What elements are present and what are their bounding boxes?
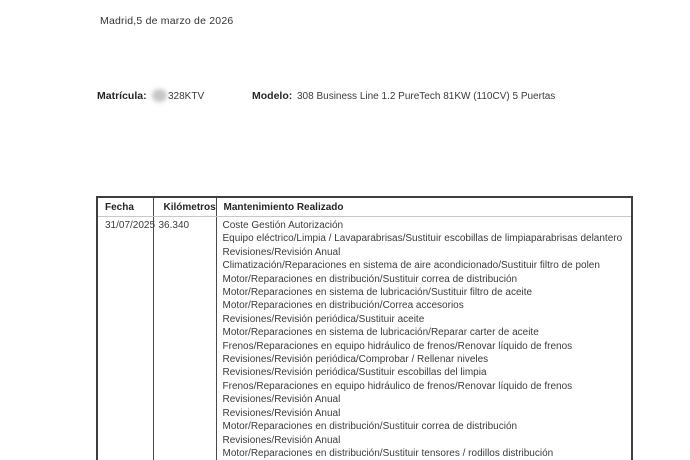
matricula-value: 328KTV <box>168 91 205 102</box>
maintenance-item: Revisiones/Revisión Anual <box>222 407 341 419</box>
maintenance-item: Revisiones/Revisión Anual <box>222 246 341 258</box>
table-row <box>97 217 632 460</box>
maintenance-item: Motor/Reparaciones en distribución/Sustituir correa de distribución <box>222 273 518 285</box>
maintenance-item: Revisiones/Revisión periódica/Comprobar / Rellenar niveles <box>222 354 489 366</box>
maintenance-item: Coste Gestión Autorización <box>222 220 344 231</box>
maintenance-item: Motor/Reparaciones en distribución/Correa accesorios <box>222 300 464 312</box>
column-header-kilometros: Kilómetros <box>153 197 216 217</box>
modelo-value: 308 Business Line 1.2 PureTech 81KW (110CV) 5 Puertas <box>297 91 556 102</box>
maintenance-item: Motor/Reparaciones en distribución/Sustituir tensores / rodillos distribución <box>222 447 554 459</box>
modelo-label: Modelo: <box>252 90 293 102</box>
maintenance-item-list <box>223 219 626 460</box>
maintenance-item: Revisiones/Revisión Anual <box>222 394 341 406</box>
cell-fecha: 31/07/2025 <box>105 220 156 231</box>
cell-mantenimiento <box>216 217 632 460</box>
maintenance-item: Frenos/Reparaciones en equipo hidráulico de frenos/Renovar líquido de frenos <box>222 380 573 392</box>
table-body <box>97 217 632 460</box>
column-header-fecha: Fecha <box>97 197 153 217</box>
maintenance-item: Motor/Reparaciones en distribución/Sustituir correa de distribución <box>222 421 518 433</box>
table-header <box>97 197 632 217</box>
maintenance-item: Revisiones/Revisión periódica/Sustituir aceite <box>222 313 425 325</box>
maintenance-item: Revisiones/Revisión Anual <box>222 434 341 446</box>
vehicle-info-row <box>0 89 690 105</box>
maintenance-item: Revisiones/Revisión periódica/Sustituir escobillas del limpia <box>222 367 487 379</box>
maintenance-item: Motor/Reparaciones en sistema de lubricación/Sustituir filtro de aceite <box>222 287 533 299</box>
cell-kilometros: 36.340 <box>153 217 216 460</box>
maintenance-history-table <box>96 196 633 460</box>
redacted-plate-character <box>152 89 167 102</box>
column-header-mantenimiento: Mantenimiento Realizado <box>216 197 632 217</box>
maintenance-item: Motor/Reparaciones en sistema de lubricación/Reparar carter de aceite <box>222 327 539 339</box>
maintenance-item: Frenos/Reparaciones en equipo hidráulico de frenos/Renovar líquido de frenos <box>222 340 573 352</box>
maintenance-item: Equipo eléctrico/Limpia / Lavaparabrisas/Sustituir escobillas de limpiaparabrisas delantero <box>222 233 623 245</box>
document-date: Madrid,5 de marzo de 2026 <box>100 15 234 27</box>
table-header-row <box>97 197 632 217</box>
maintenance-item: Climatización/Reparaciones en sistema de aire acondicionado/Sustituir filtro de polen <box>222 260 600 272</box>
matricula-label: Matrícula: <box>97 90 147 102</box>
